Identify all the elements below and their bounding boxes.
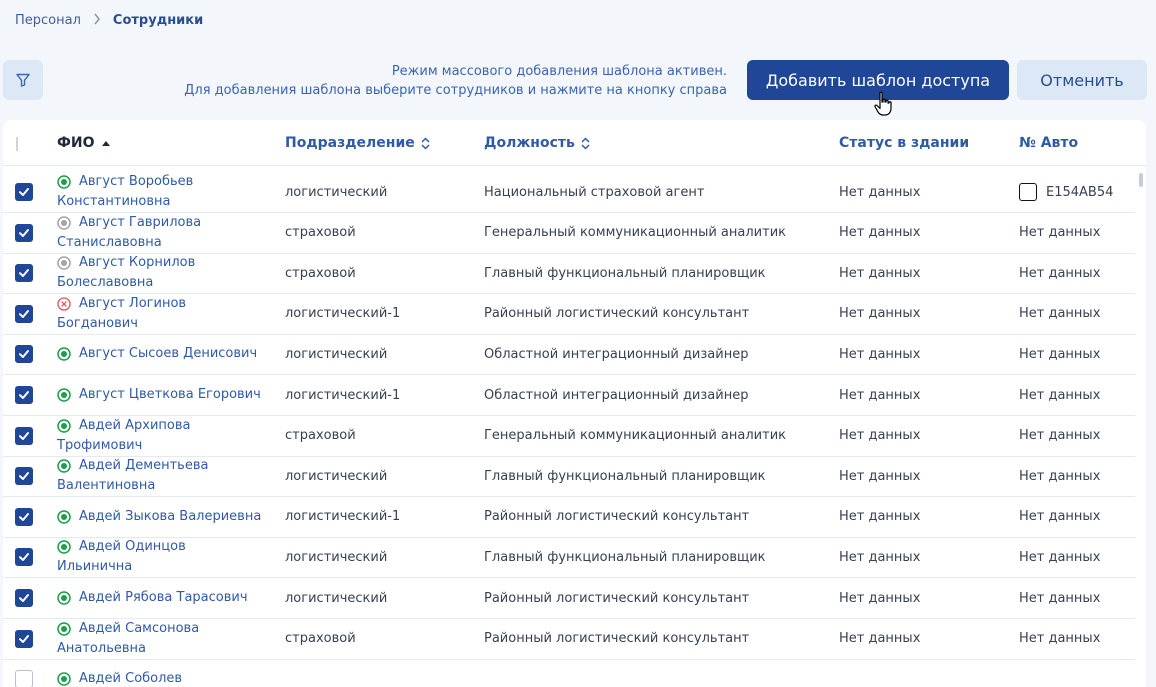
status-active-icon bbox=[57, 510, 71, 524]
table-row[interactable] bbox=[3, 253, 1135, 294]
employee-name-line-2: Анатольевна bbox=[57, 640, 146, 656]
column-header-fio[interactable] bbox=[57, 120, 111, 166]
department-cell: логистический bbox=[285, 549, 388, 565]
row-checkbox[interactable] bbox=[15, 508, 33, 526]
position-cell: Главный функциональный планировщик bbox=[484, 468, 766, 484]
sort-ascending-icon bbox=[101, 139, 111, 147]
status-active-icon bbox=[57, 459, 71, 473]
notice-line-2: Для добавления шаблона выберите сотрудников и нажмите на кнопку справа bbox=[184, 83, 727, 98]
row-checkbox[interactable] bbox=[15, 548, 33, 566]
table-header bbox=[3, 120, 1146, 166]
row-checkbox[interactable] bbox=[15, 264, 33, 282]
status-active-icon bbox=[57, 672, 71, 686]
department-cell: логистический bbox=[285, 184, 388, 200]
column-header-car bbox=[1019, 120, 1078, 166]
building-status-cell: Нет данных bbox=[839, 428, 921, 444]
employee-name-line-1: Август Воробьев bbox=[79, 174, 194, 189]
position-cell: Районный логистический консультант bbox=[484, 509, 750, 525]
row-checkbox[interactable] bbox=[15, 305, 33, 323]
employee-name-line-1: Август Гаврилова bbox=[79, 214, 202, 230]
department-cell: страховой bbox=[285, 265, 356, 281]
breadcrumb-personnel-link[interactable]: Персонал bbox=[15, 12, 81, 28]
car-number: E154AB54 bbox=[1046, 184, 1114, 200]
employee-name-line-2: Станиславовна bbox=[57, 234, 162, 250]
employee-name-line-1: Август Цветкова Егорович bbox=[79, 387, 261, 402]
notice-line-1: Режим массового добавления шаблона активен. bbox=[391, 64, 727, 79]
row-checkbox[interactable] bbox=[15, 670, 33, 687]
department-cell: логистический-1 bbox=[285, 306, 401, 322]
row-checkbox[interactable] bbox=[15, 183, 33, 201]
employee-name-line-2: Болеславовна bbox=[57, 275, 154, 291]
status-active-icon bbox=[57, 388, 71, 402]
row-checkbox[interactable] bbox=[15, 345, 33, 363]
add-access-template-button[interactable]: Добавить шаблон доступа bbox=[747, 60, 1009, 100]
position-cell: Главный функциональный планировщик bbox=[484, 265, 766, 281]
table-row[interactable] bbox=[3, 659, 1135, 687]
employee-name-line-1: Авдей Зыкова Валериевна bbox=[79, 508, 262, 524]
building-status-cell: Нет данных bbox=[839, 468, 921, 484]
building-status-cell: Нет данных bbox=[839, 225, 921, 241]
position-cell: Областной интеграционный дизайнер bbox=[484, 346, 749, 362]
department-cell: логистический bbox=[285, 590, 388, 606]
employee-name-link[interactable] bbox=[57, 375, 267, 415]
row-checkbox[interactable] bbox=[15, 427, 33, 445]
column-header-building-status-label: Статус в здании bbox=[839, 135, 970, 151]
column-header-car-label: № Авто bbox=[1019, 135, 1079, 151]
position-cell: Генеральный коммуникационный аналитик bbox=[484, 225, 786, 241]
position-cell: Районный логистический консультант bbox=[484, 306, 750, 322]
car-cell: Нет данных bbox=[1019, 468, 1101, 484]
status-active-icon bbox=[57, 419, 71, 433]
column-header-position[interactable] bbox=[484, 120, 590, 166]
filter-icon bbox=[15, 72, 31, 88]
employee-name-link[interactable] bbox=[57, 416, 267, 456]
position-cell: Генеральный коммуникационный аналитик bbox=[484, 428, 786, 444]
car-cell: Нет данных bbox=[1019, 265, 1101, 281]
employee-name-line-1: Август Сысоев Денисович bbox=[79, 346, 258, 362]
position-cell: Главный функциональный планировщик bbox=[484, 549, 766, 565]
table-row[interactable] bbox=[3, 416, 1135, 457]
sort-toggle-icon bbox=[421, 137, 430, 150]
building-status-cell: Нет данных bbox=[839, 184, 921, 200]
column-header-department[interactable] bbox=[285, 120, 430, 166]
row-checkbox[interactable] bbox=[15, 589, 33, 607]
department-cell: страховой bbox=[285, 631, 356, 647]
employee-name-link[interactable] bbox=[57, 253, 267, 293]
car-cell: Нет данных bbox=[1019, 590, 1101, 606]
department-cell: страховой bbox=[285, 225, 356, 241]
car-cell bbox=[1019, 172, 1113, 212]
status-blocked-icon bbox=[57, 297, 71, 311]
employee-name-link[interactable] bbox=[57, 537, 267, 577]
employee-name-link[interactable] bbox=[57, 659, 267, 687]
car-cell: Нет данных bbox=[1019, 306, 1101, 322]
status-active-icon bbox=[57, 622, 71, 636]
department-cell: логистический-1 bbox=[285, 509, 401, 525]
employee-name-link[interactable] bbox=[57, 456, 267, 496]
car-cell: Нет данных bbox=[1019, 225, 1101, 241]
table-row[interactable] bbox=[3, 172, 1135, 213]
department-cell: логистический-1 bbox=[285, 387, 401, 403]
bulk-mode-notice bbox=[167, 62, 727, 100]
building-status-cell: Нет данных bbox=[839, 265, 921, 281]
select-all-checkbox[interactable] bbox=[16, 137, 18, 151]
employee-name-line-1: Август Корнилов bbox=[79, 255, 196, 271]
cancel-button[interactable]: Отменить bbox=[1017, 60, 1147, 100]
employee-name-link[interactable] bbox=[57, 497, 267, 537]
status-unknown-icon bbox=[57, 256, 71, 270]
building-status-cell: Нет данных bbox=[839, 346, 921, 362]
status-unknown-icon bbox=[57, 216, 71, 230]
building-status-cell: Нет данных bbox=[839, 387, 921, 403]
table-row[interactable] bbox=[3, 497, 1135, 538]
table-row[interactable] bbox=[3, 537, 1135, 578]
employees-table bbox=[3, 120, 1146, 687]
row-checkbox[interactable] bbox=[15, 386, 33, 404]
employee-name-line-1: Авдей Соболев bbox=[79, 671, 183, 687]
row-checkbox[interactable] bbox=[15, 467, 33, 485]
employee-name-line-1: Авдей Одинцов bbox=[79, 539, 186, 555]
car-cell: Нет данных bbox=[1019, 428, 1101, 444]
department-cell: логистический bbox=[285, 468, 388, 484]
column-header-building-status bbox=[839, 120, 969, 166]
table-row[interactable] bbox=[3, 213, 1135, 254]
position-cell: Районный логистический консультант bbox=[484, 631, 750, 647]
building-status-cell: Нет данных bbox=[839, 549, 921, 565]
column-header-position-label: Должность bbox=[484, 135, 575, 151]
employee-name-line-1: Авдей Дементьева bbox=[79, 458, 209, 474]
car-cell: Нет данных bbox=[1019, 346, 1101, 362]
employee-name-line-1: Авдей Самсонова bbox=[79, 620, 200, 636]
table-row[interactable] bbox=[3, 375, 1135, 416]
table-row[interactable] bbox=[3, 619, 1135, 660]
car-checkbox[interactable] bbox=[1019, 183, 1037, 201]
position-cell: Национальный страховой агент bbox=[484, 184, 705, 200]
employee-name-link[interactable] bbox=[57, 619, 267, 659]
chevron-right-icon bbox=[93, 13, 101, 28]
sort-toggle-icon bbox=[581, 137, 590, 150]
position-cell: Областной интеграционный дизайнер bbox=[484, 387, 749, 403]
employee-name-line-1: Авдей Архипова bbox=[79, 417, 191, 433]
table-row[interactable] bbox=[3, 578, 1135, 619]
filter-button[interactable] bbox=[3, 60, 43, 100]
table-row[interactable] bbox=[3, 294, 1135, 335]
status-active-icon bbox=[57, 175, 71, 189]
employee-name-line-2: Валентиновна bbox=[57, 478, 156, 494]
status-active-icon bbox=[57, 540, 71, 554]
building-status-cell: Нет данных bbox=[839, 306, 921, 322]
building-status-cell: Нет данных bbox=[839, 590, 921, 606]
department-cell: страховой bbox=[285, 428, 356, 444]
department-cell: логистический bbox=[285, 346, 388, 362]
employee-name-link[interactable] bbox=[57, 172, 267, 212]
employee-name-link[interactable] bbox=[57, 578, 267, 618]
status-active-icon bbox=[57, 347, 71, 361]
car-cell: Нет данных bbox=[1019, 631, 1101, 647]
table-row[interactable] bbox=[3, 456, 1135, 497]
car-cell: Нет данных bbox=[1019, 387, 1101, 403]
scrollbar[interactable] bbox=[1139, 173, 1143, 187]
car-cell: Нет данных bbox=[1019, 549, 1101, 565]
employee-name-line-2: Богданович bbox=[57, 315, 138, 331]
building-status-cell: Нет данных bbox=[839, 509, 921, 525]
employee-name-line-2: Трофимович bbox=[57, 437, 143, 453]
car-cell: Нет данных bbox=[1019, 509, 1101, 525]
employee-name-link[interactable] bbox=[57, 294, 267, 334]
column-header-fio-label: ФИО bbox=[57, 135, 95, 151]
building-status-cell: Нет данных bbox=[839, 631, 921, 647]
table-row[interactable] bbox=[3, 334, 1135, 375]
status-active-icon bbox=[57, 591, 71, 605]
employee-name-line-2: Константиновна bbox=[57, 194, 171, 209]
row-checkbox[interactable] bbox=[15, 224, 33, 242]
breadcrumb-current: Сотрудники bbox=[112, 12, 204, 28]
row-checkbox[interactable] bbox=[15, 630, 33, 648]
employee-name-line-1: Авдей Рябова Тарасович bbox=[79, 590, 248, 605]
employee-name-line-2: Ильинична bbox=[57, 559, 133, 575]
position-cell: Районный логистический консультант bbox=[484, 590, 750, 606]
employee-name-link[interactable] bbox=[57, 213, 267, 253]
employee-name-link[interactable] bbox=[57, 334, 267, 374]
breadcrumb bbox=[15, 11, 203, 29]
employee-name-line-1: Август Логинов bbox=[79, 295, 187, 311]
column-header-department-label: Подразделение bbox=[285, 135, 415, 151]
